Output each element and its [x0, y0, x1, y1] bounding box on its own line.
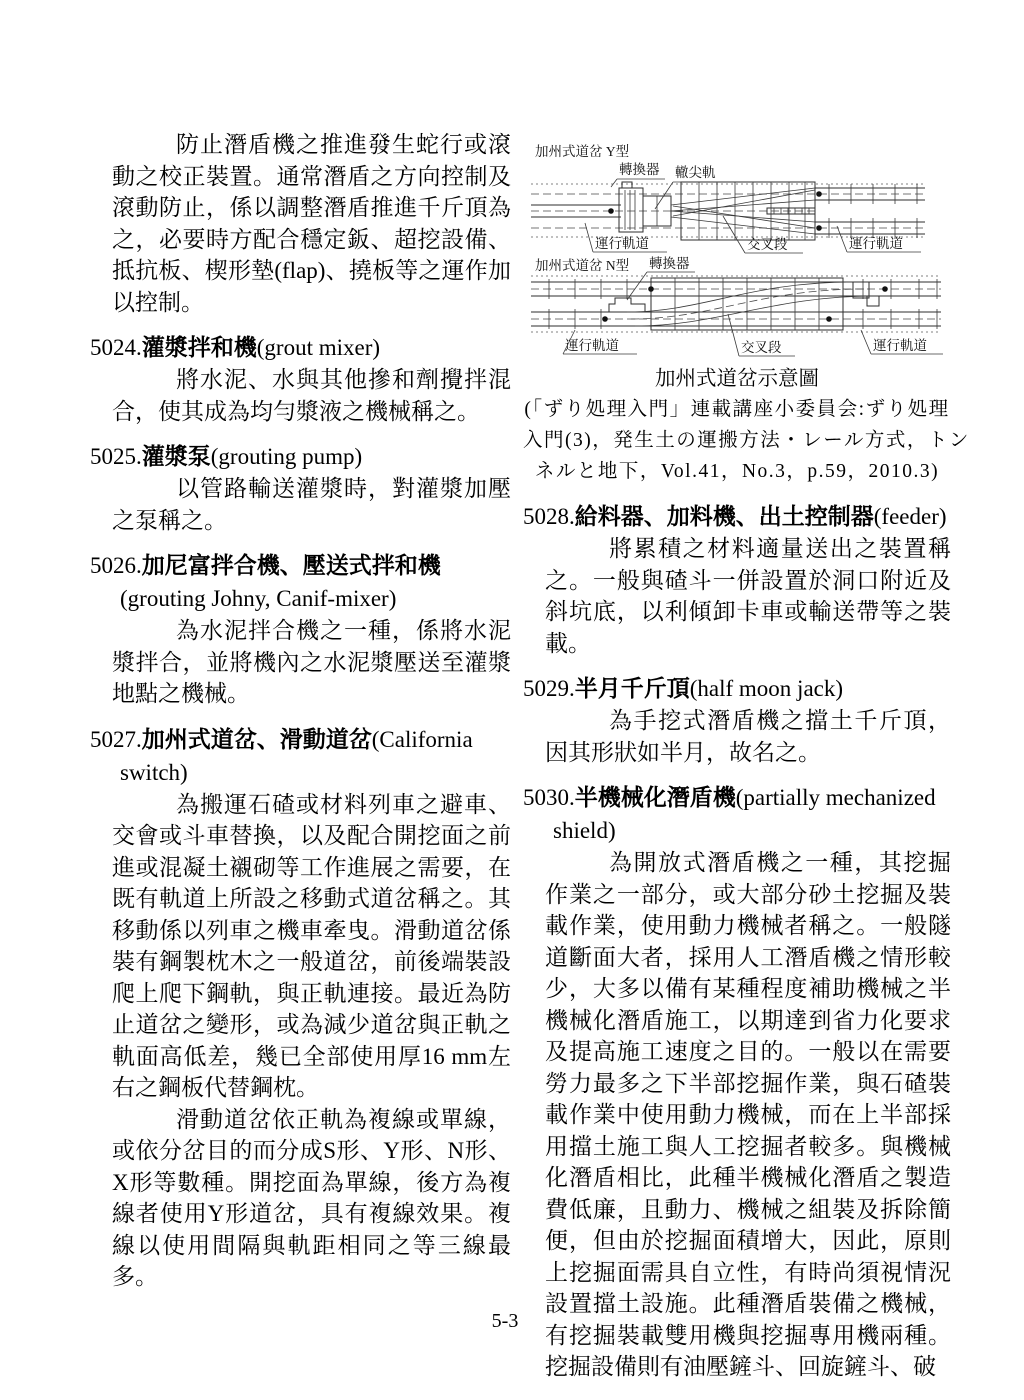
- body-paragraph: 將累積之材料適量送出之裝置稱之。一般與碴斗一併設置於洞口附近及斜坑底，以利傾卸卡車或輸送帶等之裝載。: [545, 536, 951, 656]
- body-paragraph: 為手挖式潛盾機之擋土千斤頂，因其形狀如半月，故名之。: [545, 708, 951, 765]
- body-paragraph: 滑動道岔依正軌為複線或單線，或依分岔目的而分成S形、Y形、N形、X形等數種。開挖面為單線，後方為複線者使用Y形道岔，具有複線效果。複線以使用間隔與軌距相同之等三線最多。: [112, 1106, 511, 1289]
- entry-title-en: (California switch): [120, 726, 473, 785]
- entry-heading: [90, 723, 511, 789]
- entry-5024: [90, 331, 511, 427]
- entry-title-zh: 灌漿拌和機: [141, 334, 257, 360]
- running-track-left-label: 運行軌道: [595, 236, 649, 251]
- entry-heading: [523, 672, 951, 705]
- entry-title-en: (grout mixer): [256, 335, 381, 360]
- entry-title-en: (half moon jack): [689, 676, 844, 701]
- running-track-left-label: 運行軌道: [565, 338, 619, 353]
- entry-number: 5027.: [90, 726, 142, 752]
- figure-source-citation: [523, 394, 970, 487]
- point-rail-label: 轍尖軌: [675, 165, 716, 180]
- left-column: [90, 116, 511, 1293]
- diagram-n-title: 加州式道岔 N型: [535, 258, 630, 273]
- page-number: 5-3: [491, 1310, 519, 1332]
- entry-title-zh: 加尼富拌合機、壓送式拌和機: [141, 552, 441, 578]
- california-switch-figure: [523, 130, 970, 487]
- entry-5028: [523, 500, 951, 659]
- body-paragraph: 將水泥、水與其他摻和劑攪拌混合，使其成為均勻漿液之機械稱之。: [112, 367, 511, 424]
- running-track-right-label: 運行軌道: [849, 236, 903, 251]
- entry-heading: [90, 549, 511, 615]
- diagram-y-title: 加州式道岔 Y型: [535, 144, 630, 159]
- figure-source-line: 入門(3)，発生土の運搬方法・レール方式，トン: [523, 430, 970, 451]
- figure-source-line: (「ずり処理入門」連載講座小委員会:ずり処理: [524, 399, 950, 420]
- entry-title-en: (grouting pump): [210, 444, 363, 469]
- converter-label: 轉換器: [619, 162, 660, 177]
- entry-5026: [90, 549, 511, 710]
- california-switch-n-diagram: [523, 254, 951, 358]
- running-track-right-label: 運行軌道: [873, 338, 927, 353]
- body-paragraph: 以管路輸送灌漿時，對灌漿加壓之泵稱之。: [112, 476, 511, 533]
- entry-title-zh: 半月千斤頂: [574, 675, 690, 701]
- right-column: [523, 116, 970, 1383]
- entry-title-en: (feeder): [873, 504, 947, 529]
- crossing-section-label: 交叉段: [741, 340, 782, 355]
- entry-title-en: (grouting Johny, Canif-mixer): [120, 586, 397, 611]
- body-paragraph: 為水泥拌合機之一種，係將水泥漿拌合，並將機內之水泥漿壓送至灌漿地點之機械。: [112, 618, 511, 706]
- entry-title-zh: 灌漿泵: [141, 443, 211, 469]
- entry-number: 5026.: [90, 553, 142, 578]
- entry-title-zh: 半機械化潛盾機: [574, 784, 736, 810]
- figure-caption-title: 加州式道岔示意圖: [655, 368, 819, 390]
- entry-5029: [523, 672, 951, 768]
- entry-heading: [90, 331, 511, 364]
- entry-number: 5024.: [90, 335, 142, 360]
- entry-5027: [90, 723, 511, 1293]
- body-paragraph: 為開放式潛盾機之一種，其挖掘作業之一部分，或大部分砂土挖掘及裝載作業，使用動力機械者稱之。一般隧道斷面大者，採用人工潛盾機之情形較少，大多以備有某種程度補助機械之半機械化潛盾施工，以期達到省力化要求及提高施工速度之目的。一般以在需要勞力最多之下半部挖掘作業，與石碴裝載作業中使用動力機械，而在上半部採用擋土施工與人工挖掘者較多。與機械化潛盾相比，此種半機械化潛盾之製造費低廉，且動力、機械之組裝及拆除簡便，但由於挖掘面積增大，因此，原則上挖掘面需具自立性，有時尚須視情況設置擋土設施。此種潛盾裝備之機械，有挖掘裝載雙用機與挖掘專用機兩種。挖掘設備則有油壓鏟斗、回旋鏟斗、破: [545, 850, 951, 1379]
- entry-heading: [523, 500, 951, 533]
- entry-number: 5025.: [90, 444, 142, 469]
- entry-heading: [523, 781, 951, 847]
- california-switch-y-diagram: [523, 130, 951, 254]
- entry-number: 5029.: [523, 676, 575, 701]
- entry-5025: [90, 440, 511, 536]
- continuation-paragraph-block: [90, 129, 511, 318]
- converter-label: 轉換器: [649, 256, 690, 271]
- body-paragraph: 防止潛盾機之推進發生蛇行或滾動之校正裝置。通常潛盾之方向控制及滾動防止，係以調整潛盾推進千斤頂為之，必要時方配合穩定鈑、超挖設備、抵抗板、楔形墊(flap)、撓板等之運作加以控制。: [112, 132, 511, 315]
- entry-5030: [523, 781, 951, 1383]
- entry-title-zh: 給料器、加料機、出土控制器: [574, 503, 874, 529]
- figure-source-line: ネルと地下，Vol.41，No.3，p.59，2010.3): [534, 461, 940, 482]
- entry-number: 5028.: [523, 504, 575, 529]
- crossing-section-label: 交叉段: [747, 237, 788, 252]
- entry-number: 5030.: [523, 785, 575, 810]
- body-paragraph: 為搬運石碴或材料列車之避車、交會或斗車替換，以及配合開挖面之前進或混凝土襯砌等工作進展之需要，在既有軌道上所設之移動式道岔稱之。其移動係以列車之機車牽曳。滑動道岔係裝有鋼製枕木之一般道岔，前後端裝設爬上爬下鋼軌，與正軌連接。最近為防止道岔之變形，或為減少道岔與正軌之軌面高低差，幾已全部使用厚16 mm左右之鋼板代替鋼枕。: [112, 791, 511, 1100]
- entry-heading: [90, 440, 511, 473]
- entry-title-en: (partially mechanized shield): [553, 785, 936, 843]
- entry-title-zh: 加州式道岔、滑動道岔: [141, 725, 372, 752]
